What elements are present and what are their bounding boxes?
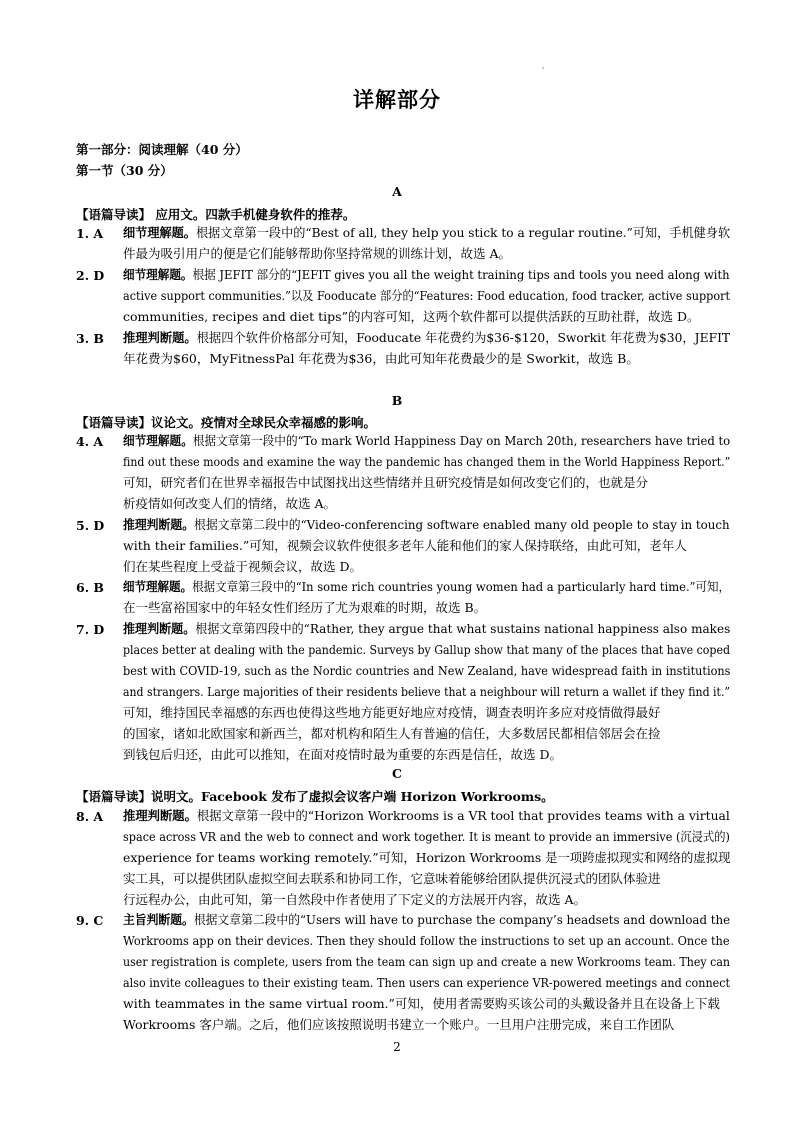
answer-line: active support communities.”以及 Fooducate 部分的“Features: Food education, food tracker, active support (123, 288, 731, 303)
answer-line: 推理判断题。根据四个软件价格部分可知，Fooducate 年花费约为$36-$120，Sworkit 年花费为$30，JEFIT (123, 330, 731, 345)
answer-line: 析疫情如何改变人们的情绪，故选 A。 (123, 496, 337, 511)
section-heading: 第一节（30 分） (76, 163, 173, 178)
question-type: 推理判断题。 (123, 808, 197, 823)
answer-line: 件最为吸引用户的便是它们能够帮助你坚持常规的训练计划，故选 A。 (123, 246, 512, 261)
answer-number: 6. B (76, 580, 104, 595)
section-letter-c: C (392, 766, 402, 781)
answer-line: with teammates in the same virtual room.”可知，使用者需要购买该公司的头戴设备并且在设备上下载 (123, 996, 720, 1011)
answer-line: 的国家，诸如北欧国家和新西兰，都对机构和陌生人有普遍的信任，大多数居民都相信邻居会在捡 (123, 726, 661, 741)
answer-line: 主旨判断题。根据文章第二段中的“Users will have to purchase the company’s headsets and download the (123, 912, 731, 927)
question-type: 推理判断题。 (123, 517, 195, 532)
answer-number: 8. A (76, 809, 104, 824)
answer-line: with their families.”可知，视频会议软件使很多老年人能和他们的家人保持联络，由此可知，老年人 (123, 538, 687, 553)
question-type: 推理判断题。 (123, 330, 197, 345)
answer-line: 年花费为$60，MyFitnessPal 年花费为$36，由此可知年花费最少的是 Sworkit，故选 B。 (123, 351, 639, 366)
answer-number: 4. A (76, 434, 104, 449)
answer-line: communities, recipes and diet tips”的内容可知，这两个软件都可以提供活跃的互助社群，故选 D。 (123, 309, 700, 324)
answer-number: 9. C (76, 913, 104, 928)
answer-line: 行远程办公，由此可知，第一自然段中作者使用了下定义的方法展开内容，故选 A。 (123, 892, 587, 907)
answer-line: 细节理解题。根据文章第一段中的“Best of all, they help you stick to a regular routine.”可知，手机健身软 (123, 225, 731, 240)
answer-number: 5. D (76, 518, 105, 533)
answer-line: best with COVID-19, such as the Nordic countries and New Zealand, have widespread faith in institutions (123, 663, 731, 678)
reading-guide-b: 【语篇导读】议论文。疫情对全球民众幸福感的影响。 (76, 415, 377, 430)
tick-mark: ' (542, 66, 545, 75)
answer-line: user registration is complete, users from the team can sign up and create a new Workrooms team. They can (123, 954, 731, 969)
answer-number: 7. D (76, 622, 105, 637)
answer-line: places better at dealing with the pandemic. Surveys by Gallup show that many of the places that have coped (123, 642, 731, 657)
answer-line: 实工具，可以提供团队虚拟空间去联系和协同工作，它意味着能够给团队提供沉浸式的团队体验进 (123, 871, 661, 886)
part-heading: 第一部分：阅读理解（40 分） (76, 142, 248, 157)
answer-line: 在一些富裕国家中的年轻女性们经历了尤为艰难的时期，故选 B。 (123, 600, 487, 615)
question-type: 推理判断题。 (123, 621, 196, 636)
answer-number: 3. B (76, 331, 104, 346)
answer-line: 细节理解题。根据文章第一段中的“To mark World Happiness Day on March 20th, researchers have tried to (123, 433, 731, 448)
answer-line: Workrooms 客户端。之后，他们应该按照说明书建立一个账户。一旦用户注册完成，来自工作团队 (123, 1017, 675, 1032)
answer-line: 推理判断题。根据文章第二段中的“Video-conferencing software enabled many old people to stay in touch (123, 517, 730, 532)
answer-number: 1. A (76, 226, 104, 241)
question-type: 细节理解题。 (123, 433, 193, 448)
question-type: 细节理解题。 (123, 579, 193, 594)
answer-line: experience for teams working remotely.”可知，Horizon Workrooms 是一项跨虚拟现实和网络的虚拟现 (123, 850, 731, 865)
answer-line: also invite colleagues to their existing team. Then users can experience VR-powered meetings and connect (123, 975, 730, 990)
question-type: 细节理解题。 (123, 267, 193, 282)
answer-line: and strangers. Large majorities of their residents believe that a neighbour will return a wallet if they find it.” (123, 684, 731, 699)
section-letter-a: A (392, 184, 402, 199)
reading-guide-a: 【语篇导读】 应用文。四款手机健身软件的推荐。 (76, 207, 356, 222)
answer-line: 细节理解题。根据 JEFIT 部分的“JEFIT gives you all the weight training tips and tools you need along with (123, 267, 730, 282)
question-type: 细节理解题。 (123, 225, 196, 240)
page-number: 2 (393, 1040, 401, 1054)
answer-line: 细节理解题。根据文章第三段中的“In some rich countries young women had a particularly hard time.”可知， (123, 579, 731, 594)
answer-number: 2. D (76, 268, 105, 283)
answer-line: 可知，维持国民幸福感的东西也使得这些地方能更好地应对疫情，调查表明许多应对疫情做得最好 (123, 705, 661, 720)
answer-line: space across VR and the web to connect and work together. It is meant to provide an immersive (沉浸式的) (123, 829, 730, 844)
answer-line: find out these moods and examine the way the pandemic has changed them in the World Happiness Report.” (123, 454, 731, 469)
answer-line: 可知，研究者们在世界幸福报告中试图找出这些情绪并且研究疫情是如何改变它们的，也就是分 (123, 475, 649, 490)
answer-line: 们在某些程度上受益于视频会议，故选 D。 (123, 559, 362, 574)
reading-guide-c: 【语篇导读】说明文。Facebook 发布了虚拟会议客户端 Horizon Workrooms。 (76, 789, 554, 804)
answer-line: 到钱包后归还，由此可以推知，在面对疫情时最为重要的东西是信任，故选 D。 (123, 747, 562, 762)
question-type: 主旨判断题。 (123, 912, 194, 927)
page-title: 详解部分 (353, 87, 441, 112)
answer-line: 推理判断题。根据文章第一段中的“Horizon Workrooms is a VR tool that provides teams with a virtual (123, 808, 730, 823)
section-letter-b: B (391, 393, 403, 408)
answer-line: 推理判断题。根据文章第四段中的“Rather, they argue that what sustains national happiness also makes (123, 621, 731, 636)
answer-line: Workrooms app on their devices. Then they should follow the instructions to set up an account. Once the (123, 933, 730, 948)
